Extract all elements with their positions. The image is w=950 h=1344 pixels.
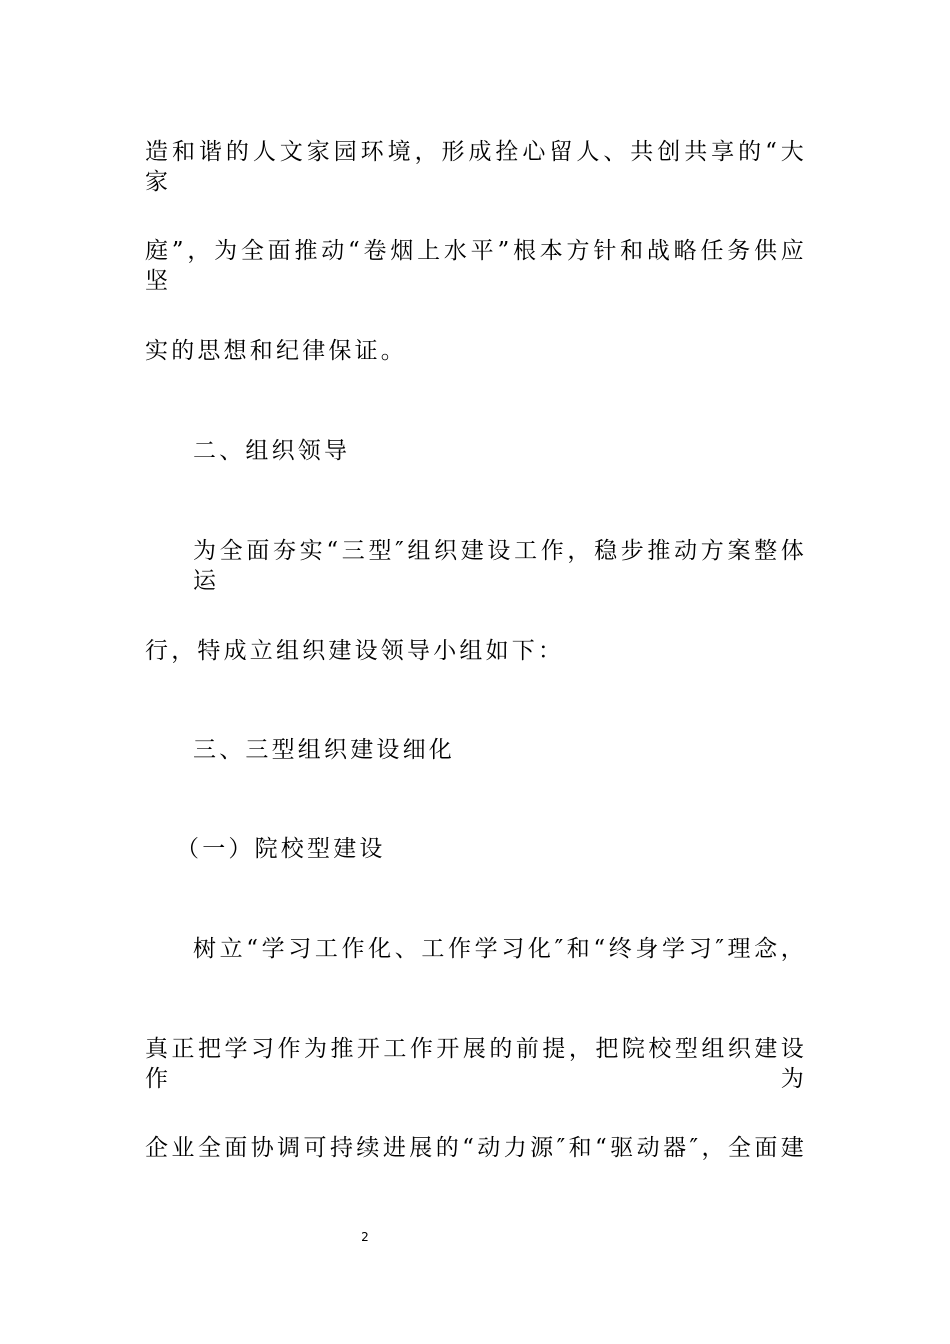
paragraph-line-2: 庭”，为全面推动“卷烟上水平”根本方针和战略任务供应坚 (145, 238, 807, 294)
paragraph-line-7: 真正把学习作为推开工作开展的前提，把院校型组织建设作为 (145, 1036, 807, 1092)
paragraph-line-6: 树立“学习工作化、工作学习化″和“终身学习″理念， (193, 936, 807, 962)
paragraph-line-8: 企业全面协调可持续进展的“动力源″和“驱动器″，全面建 (145, 1135, 807, 1161)
section-heading-organization-leadership: 二、组织领导 (193, 438, 351, 464)
paragraph-line-4: 为全面夯实“三型″组织建设工作，稳步推动方案整体运 (193, 538, 807, 594)
paragraph-line-1: 造和谐的人文家园环境，形成拴心留人、共创共享的“大家 (145, 139, 807, 195)
paragraph-line-3: 实的思想和纪律保证。 (145, 338, 407, 364)
subsection-heading-academy-type: （一）院校型建设 (176, 836, 386, 862)
page-number: 2 (361, 1230, 369, 1244)
section-heading-three-type-details: 三、三型组织建设细化 (193, 737, 455, 763)
paragraph-line-5: 行，特成立组织建设领导小组如下： (145, 638, 565, 664)
